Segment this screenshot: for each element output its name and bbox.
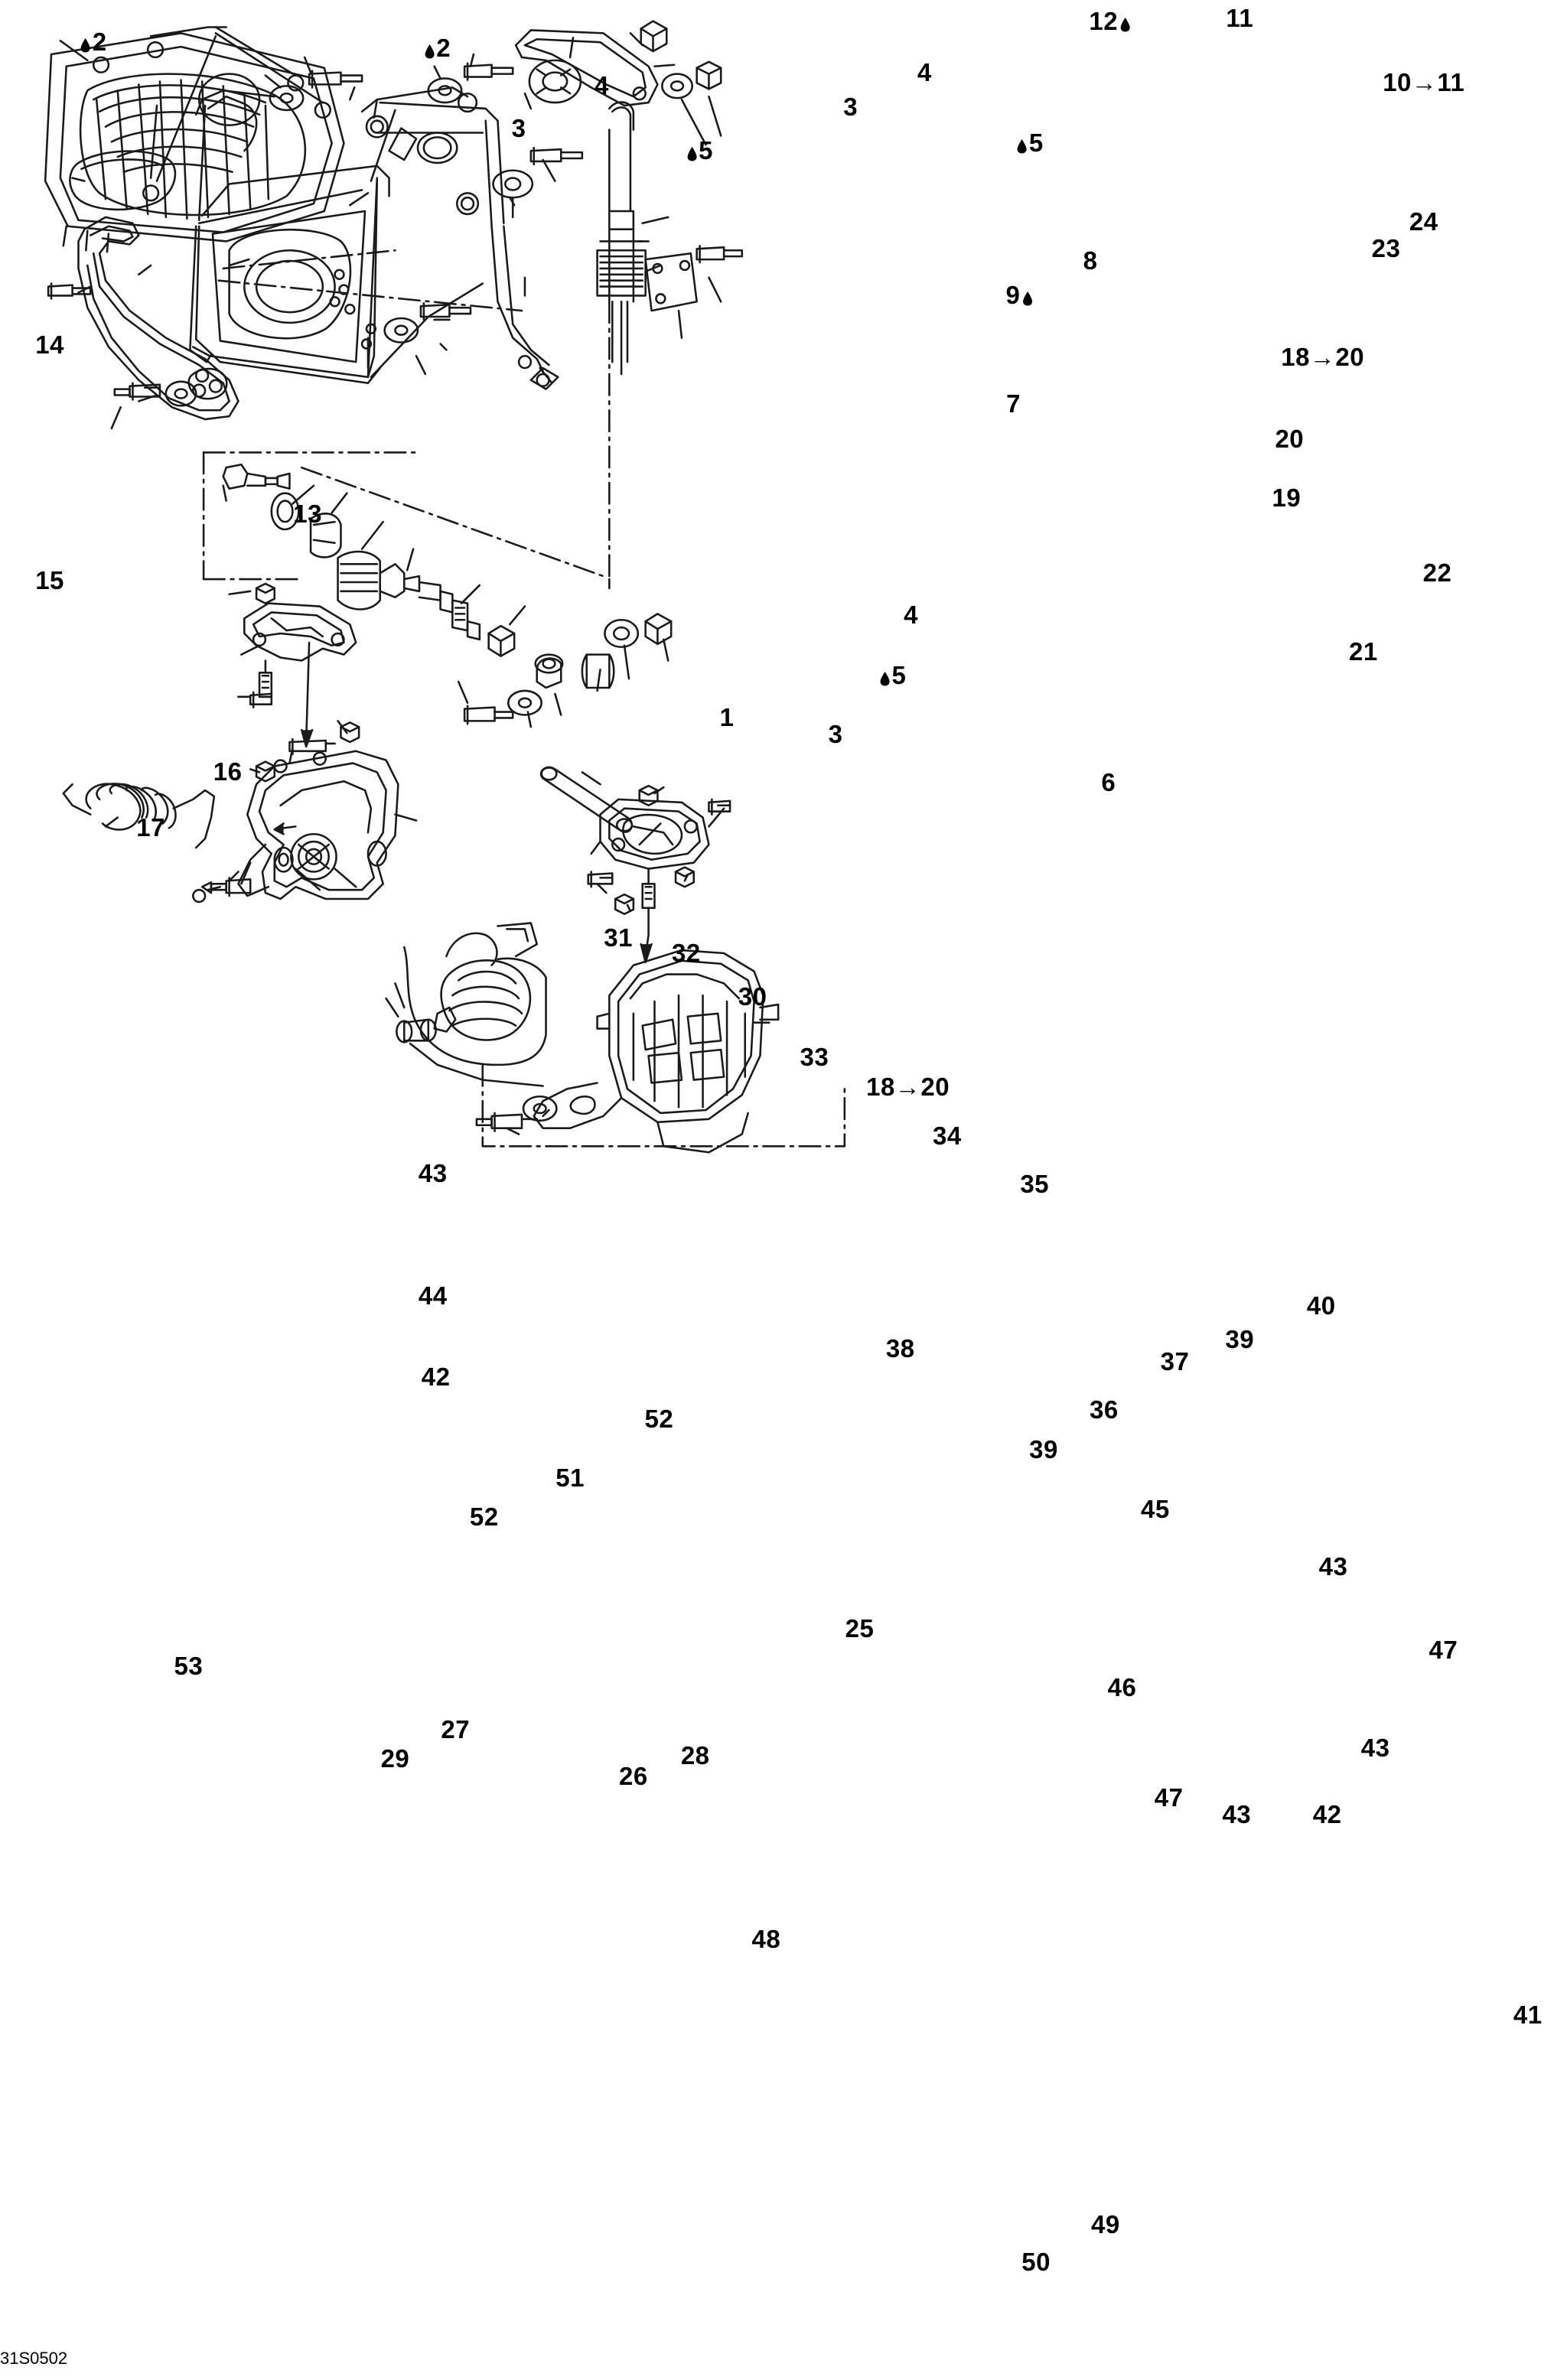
callout-6: 6 [1101,768,1116,797]
lubrication-drop-icon [80,37,91,53]
callout-45: 45 [1141,1495,1170,1524]
leader-lines [73,33,770,1134]
part-1-outline [196,90,558,389]
part-44-bracket [244,604,356,697]
hardware-part-8 [531,148,582,164]
part-23-24-washer-nut [662,62,721,98]
callout-40: 40 [1306,1291,1336,1320]
callout-4-a: 4 [595,71,609,100]
callout-16: 16 [213,757,243,786]
part-43-nut-left [256,584,275,604]
callout-41: 41 [1513,2000,1543,2029]
callout-5-c: 5 [879,662,906,689]
callout-1: 1 [719,703,735,732]
callout-33: 33 [800,1043,829,1071]
callout-49: 49 [1090,2209,1120,2238]
lubrication-drop-icon [1120,17,1131,32]
part-12-nut [641,21,667,51]
callout-39-a: 39 [1225,1324,1255,1353]
ghost-housing [404,923,546,1086]
callout-9: 9 [1006,282,1034,309]
callout-43-a: 43 [418,1158,448,1187]
callout-36: 36 [1090,1395,1119,1424]
callout-46: 46 [1107,1673,1137,1702]
callout-52-a: 52 [644,1405,674,1434]
callout-43-c: 43 [1360,1733,1390,1762]
drawing-code: 31S0502 [0,2349,68,2368]
callout-19: 19 [1272,483,1301,512]
callout-44: 44 [418,1281,448,1310]
callout-2-right: 2 [424,34,451,62]
callout-3-b: 3 [843,92,858,121]
shaft-assembly-30-35 [223,464,480,640]
callout-52-b: 52 [469,1503,499,1532]
callout-43-b: 43 [1318,1552,1348,1581]
lubrication-drop-icon [1017,138,1028,154]
callout-20: 20 [1275,424,1305,453]
callout-26: 26 [619,1762,648,1791]
callout-18-to-20-lower: 18→20 [866,1073,950,1102]
callout-42-b: 42 [1312,1799,1342,1828]
callout-5-a: 5 [686,137,713,164]
part-14-pad [70,151,175,210]
part-22-bolt [697,246,742,262]
callout-51: 51 [555,1463,585,1493]
callout-7: 7 [1006,389,1021,418]
callout-50: 50 [1021,2248,1051,2277]
callout-12: 12 [1089,8,1131,35]
callout-2-left: 2 [80,28,107,56]
part-2-cover-plate [45,33,344,252]
hardware-part-3-4-lower [385,303,471,342]
callout-47-a: 47 [1429,1635,1458,1664]
callout-37: 37 [1160,1347,1190,1376]
callout-39-b: 39 [1029,1434,1058,1463]
callout-8: 8 [1083,246,1098,275]
lubrication-drop-icon [879,671,890,686]
part-42-bolt-left [250,692,272,708]
part-46-bracket [601,799,709,908]
callout-4-b: 4 [917,57,932,86]
callout-3-a: 3 [511,113,526,142]
hardware-top-mid [428,63,513,103]
callout-13: 13 [293,500,322,529]
lubrication-drop-icon [686,146,697,161]
callout-27: 27 [441,1715,471,1744]
callout-28: 28 [680,1740,710,1770]
callout-31: 31 [604,923,634,952]
callout-25: 25 [845,1614,875,1643]
part-21-bracket [646,253,697,311]
callout-53: 53 [174,1652,204,1681]
callout-32: 32 [672,938,701,967]
callout-17: 17 [136,813,165,842]
callout-43-d: 43 [1222,1799,1252,1828]
callout-30: 30 [738,982,767,1011]
callout-18-to-20-upper: 18→20 [1281,343,1365,372]
callout-29: 29 [380,1743,410,1773]
callout-10-to-11: 10→11 [1383,68,1465,97]
callout-24: 24 [1409,207,1438,236]
part-11-arm [516,30,657,106]
callout-5-b: 5 [1017,129,1044,157]
callout-3-c: 3 [828,720,843,749]
parts-36-40 [464,614,671,724]
callout-48: 48 [751,1925,781,1954]
callout-35: 35 [1020,1169,1050,1198]
callout-21: 21 [1349,637,1378,666]
callout-34: 34 [933,1121,962,1150]
callout-14: 14 [35,330,64,360]
callout-23: 23 [1371,234,1401,263]
callout-42-a: 42 [421,1362,451,1391]
lubrication-drop-icon [1022,291,1033,306]
part-35-nut [489,626,515,656]
callout-11: 11 [1226,3,1254,32]
callout-47-b: 47 [1154,1783,1184,1812]
callout-22: 22 [1422,558,1452,588]
shock-rod-assembly [598,103,646,374]
part-25-pedal [238,751,398,899]
lubrication-drop-icon [424,44,435,59]
callout-15: 15 [35,566,64,595]
callout-38: 38 [885,1333,915,1363]
callout-4-c: 4 [904,601,918,630]
part-41-guard [534,950,778,1152]
